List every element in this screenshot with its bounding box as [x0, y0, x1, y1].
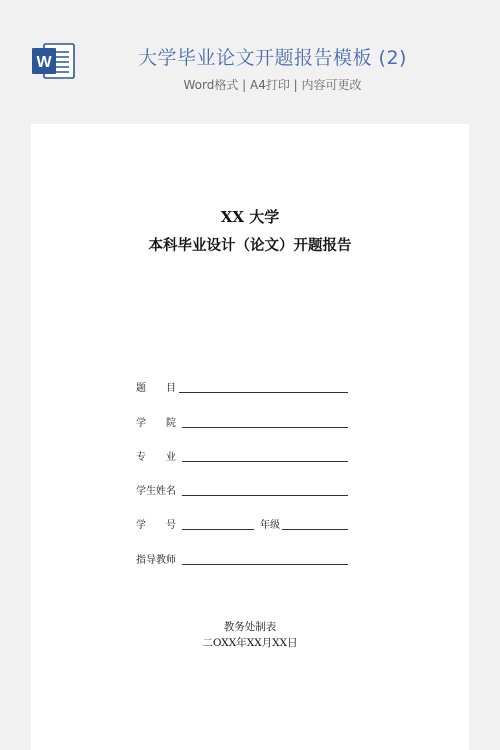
- student-name-field: [136, 482, 348, 498]
- major-field: [136, 448, 348, 464]
- student-id-label: 学 号: [136, 520, 176, 531]
- report-title: 本科毕业设计（论文）开题报告: [148, 237, 352, 254]
- advisor-underline[interactable]: [182, 564, 348, 565]
- student-name-underline[interactable]: [182, 495, 348, 496]
- student-id-field: [136, 516, 348, 532]
- advisor-field: [136, 551, 348, 567]
- issue-date: 二OXX年XX月XX日: [202, 637, 298, 649]
- template-title: 大学毕业论文开题报告模板 (2): [138, 47, 407, 69]
- topic-field: [136, 379, 348, 395]
- topic-label: 题 目: [136, 383, 176, 394]
- college-label: 学 院: [136, 418, 176, 429]
- major-label: 专 业: [136, 452, 176, 463]
- grade-label: 年级: [260, 520, 280, 531]
- word-document-icon: [30, 42, 76, 80]
- student-id-underline[interactable]: [182, 529, 254, 530]
- advisor-label: 指导教师: [136, 555, 176, 566]
- college-underline[interactable]: [182, 427, 348, 428]
- document-page: [31, 124, 469, 750]
- template-subtitle: Word格式 | A4打印 | 内容可更改: [183, 78, 362, 92]
- topic-underline[interactable]: [179, 392, 348, 393]
- major-underline[interactable]: [182, 461, 348, 462]
- grade-underline[interactable]: [282, 529, 348, 530]
- page-header: [0, 0, 500, 122]
- svg-text:W: W: [36, 54, 52, 71]
- college-field: [136, 414, 348, 430]
- student-name-label: 学生姓名: [136, 486, 176, 497]
- issuing-office: 教务处制表: [223, 621, 277, 633]
- university-name: XX 大学: [220, 208, 280, 226]
